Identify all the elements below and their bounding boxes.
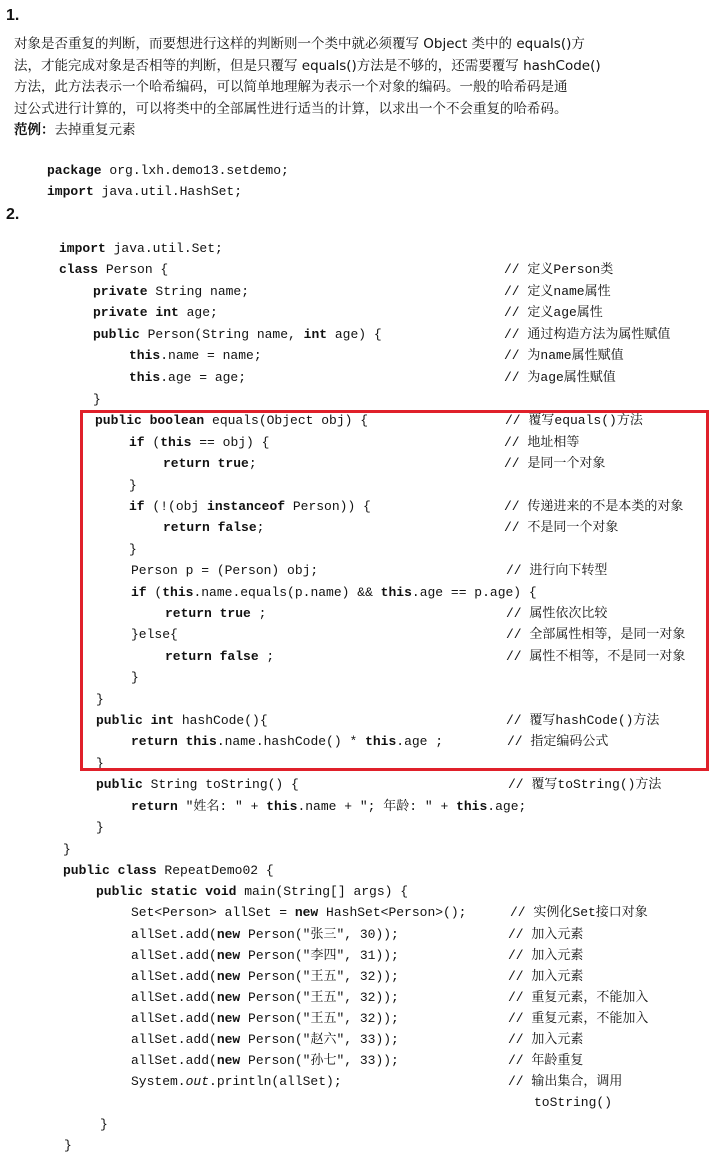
code-comment: // 加入元素 [508,948,584,963]
code-text: Person("王五", 32)); [240,990,399,1005]
paragraph-line: 方法，此方法表示一个哈希编码，可以简单地理解为表示一个对象的编码。一般的哈希码是通 [14,79,568,95]
code-line [100,1114,108,1135]
code-text: == obj) { [191,435,270,450]
code-text: } [63,842,71,857]
code-line [47,160,289,181]
code-keyword: package [47,163,102,178]
code-text: main(String[] args) { [236,884,409,899]
code-keyword: if [129,435,145,450]
code-text: Person)) { [285,499,371,514]
code-text: .println(allSet); [209,1074,342,1089]
code-text: } [64,1138,72,1153]
code-text: allSet.add( [131,969,217,984]
code-text: System. [131,1074,186,1089]
code-keyword: new [216,1011,241,1026]
code-text: Person("赵六", 33)); [240,1032,399,1047]
code-text: String name; [147,284,250,299]
code-keyword: import [47,184,94,199]
code-line [63,860,274,881]
code-line [131,966,399,987]
code-text: } [129,542,137,557]
code-text: ; [256,520,265,535]
code-keyword: int [303,327,328,342]
code-text: (!(obj [144,499,208,514]
code-keyword: new [216,1032,241,1047]
code-comment: // 实例化Set接口对象 [510,905,648,920]
code-text: equals(Object obj) { [204,413,369,428]
code-text: ; [250,606,267,621]
code-text: String toString() { [142,777,299,792]
code-comment: // 定义age属性 [504,305,603,320]
code-keyword: public static void [96,884,237,899]
code-text: ( [146,585,163,600]
code-keyword: public int [96,713,175,728]
code-comment: // 进行向下转型 [506,563,608,578]
code-keyword: this [456,799,488,814]
code-text: Person { [98,262,169,277]
code-line [96,774,299,795]
code-keyword: if [131,585,147,600]
code-text: Person p = (Person) obj; [131,563,319,578]
code-text: } [100,1117,108,1132]
code-keyword: this [380,585,412,600]
code-keyword: import [59,241,106,256]
code-text: allSet.add( [131,948,217,963]
code-comment: // 重复元素，不能加入 [508,1011,649,1026]
paragraph-line: 对象是否重复的判断，而要想进行这样的判断则一个类中就必须覆写 Object 类中的 equals()方 [14,36,585,52]
code-text: .age = age; [160,370,247,385]
code-text: org.lxh.demo13.setdemo; [101,163,289,178]
code-keyword: instanceof [207,499,286,514]
code-comment: // 输出集合，调用 [508,1074,623,1089]
code-line [131,902,466,923]
code-text: java.util.Set; [105,241,223,256]
code-keyword: return this [131,734,217,749]
code-text: ( [144,435,161,450]
code-keyword: public [96,777,143,792]
code-keyword: this [129,370,161,385]
paragraph-line: 过公式进行计算的，可以将类中的全部属性进行适当的计算，以求出一个不会重复的哈希码。 [14,100,568,117]
code-comment: // 为age属性赋值 [504,370,616,385]
code-text: allSet.add( [131,1011,217,1026]
code-text: Person("孙七", 33)); [240,1053,399,1068]
code-line [64,1135,72,1156]
code-text: allSet.add( [131,1053,217,1068]
code-keyword: return false [163,520,257,535]
section-2-number: 2. [6,206,20,223]
code-text: Person("李四", 31)); [240,948,399,963]
code-keyword: private [93,284,148,299]
intro-paragraph [14,34,704,142]
code-text: ; [258,649,275,664]
code-keyword: new [216,948,241,963]
code-line [63,839,71,860]
code-text: .name = name; [160,348,262,363]
code-text: Set<Person> allSet = [131,905,295,920]
example-label: 范例： [14,122,55,138]
code-text: .age == p.age) { [411,585,537,600]
code-line [59,238,223,259]
code-comment: // 定义Person类 [504,262,614,277]
section-1-number: 1. [6,7,20,24]
code-comment: // 全部属性相等，是同一对象 [506,627,686,642]
code-text: "姓名: " + [177,799,267,814]
code-keyword: this [129,348,161,363]
code-text: .age; [487,799,527,814]
highlight-box [80,410,709,771]
code-comment: // 加入元素 [508,927,584,942]
code-line [93,281,249,302]
code-text: } [131,670,139,685]
code-keyword: new [294,905,319,920]
code-keyword: new [216,927,241,942]
code-keyword: return true [163,456,249,471]
code-text: age) { [327,327,382,342]
code-field: out [185,1074,210,1089]
code-comment: toString() [534,1095,613,1110]
code-text: .age ; [396,734,444,749]
code-comment: // 覆写hashCode()方法 [506,713,660,728]
code-comment: // 指定编码公式 [507,734,609,749]
code-line [96,817,104,838]
code-text: Person("王五", 32)); [240,1011,399,1026]
code-line [47,181,242,202]
code-line [131,1050,399,1071]
code-comment: // 年龄重复 [508,1053,584,1068]
code-line [131,796,526,817]
code-text: .name + "; 年龄: " + [297,799,457,814]
code-keyword: new [216,969,241,984]
code-text: allSet.add( [131,1032,217,1047]
code-line [129,345,262,366]
code-keyword: public class [63,863,157,878]
code-line [96,881,408,902]
code-line [93,302,218,323]
code-text: } [96,820,104,835]
code-line [93,324,382,345]
code-text: hashCode(){ [174,713,268,728]
code-text: }else{ [131,627,178,642]
code-text: allSet.add( [131,990,217,1005]
code-comment: // 属性依次比较 [506,606,608,621]
code-comment: // 加入元素 [508,969,584,984]
code-keyword: return [131,799,178,814]
code-keyword: new [216,1053,241,1068]
code-keyword: return true [165,606,251,621]
code-comment: // 覆写equals()方法 [505,413,643,428]
code-comment: // 属性不相等，不是同一对象 [506,649,686,664]
code-comment: // 地址相等 [504,435,580,450]
code-line [131,945,399,966]
example-title: 去掉重复元素 [54,122,136,138]
code-comment: // 定义name属性 [504,284,611,299]
code-comment: // 重复元素，不能加入 [508,990,649,1005]
code-line [59,259,168,280]
code-comment: // 不是同一个对象 [504,520,619,535]
code-keyword: this [162,585,194,600]
code-line [131,1029,399,1050]
example-heading [14,120,704,142]
code-keyword: new [216,990,241,1005]
code-keyword: this [160,435,192,450]
code-text: RepeatDemo02 { [156,863,274,878]
code-text: } [96,692,104,707]
code-line [131,1008,399,1029]
paragraph-line: 法，才能完成对象是否相等的判断，但是只覆写 equals()方法是不够的，还需要覆写 hashCode() [14,57,601,74]
code-text: Person("张三", 30)); [240,927,399,942]
code-keyword: this [266,799,298,814]
code-text: age; [178,305,218,320]
code-keyword: this [365,734,397,749]
code-comment: // 为name属性赋值 [504,348,624,363]
code-comment: // 传递进来的不是本类的对象 [504,499,684,514]
code-text: allSet.add( [131,927,217,942]
code-comment: // 通过构造方法为属性赋值 [504,327,671,342]
code-text: Person("王五", 32)); [240,969,399,984]
code-line [93,389,101,410]
code-line [131,924,399,945]
code-keyword: class [59,262,99,277]
code-text: Person(String name, [139,327,304,342]
code-keyword: public boolean [95,413,205,428]
code-text: .name.hashCode() * [216,734,366,749]
code-text: } [129,478,137,493]
code-keyword: if [129,499,145,514]
code-text: } [93,392,101,407]
code-line [129,367,246,388]
code-comment: // 是同一个对象 [504,456,606,471]
code-keyword: public [93,327,140,342]
code-comment: // 加入元素 [508,1032,584,1047]
code-text: } [96,756,104,771]
code-comment: // 覆写toString()方法 [508,777,662,792]
code-text: ; [248,456,257,471]
code-text: java.util.HashSet; [93,184,243,199]
code-text: HashSet<Person>(); [318,905,467,920]
code-text: .name.equals(p.name) && [193,585,381,600]
code-keyword: return false [165,649,259,664]
code-line [131,1071,342,1092]
code-keyword: private int [93,305,179,320]
code-line [131,987,399,1008]
